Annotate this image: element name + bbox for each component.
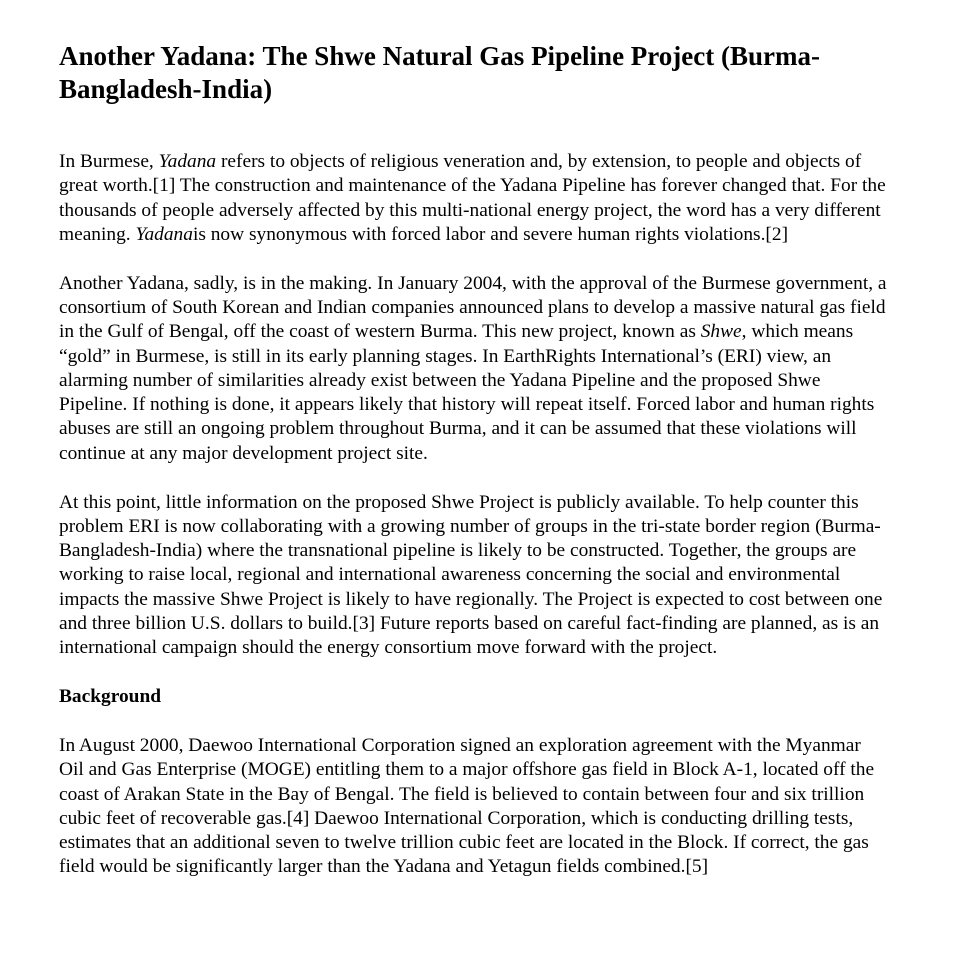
paragraph-text: Another Yadana, sadly, is in the making. In January 2004, with the approval of the Burmese government, a consortium of South Korean and Indian companies announced plans to develop a massive natural gas field in the Gulf of Bengal, off the coast of western Burma. This new project, known as <box>59 272 887 343</box>
document-title: Another Yadana: The Shwe Natural Gas Pipeline Project (Burma-Bangladesh-India) <box>59 41 820 104</box>
section-heading-background: Background <box>59 686 162 708</box>
document-page <box>59 40 889 904</box>
paragraph-another-yadana <box>59 272 889 466</box>
paragraph-text: refers to objects of religious veneration and, by extension, to people and objects of great worth.[1] The construction and maintenance of the Yadana Pipeline has forever changed that. For the thousands of people adversely affected by this multi-national energy project, the word has a very different meaning. <box>59 151 886 245</box>
paragraph-text: In Burmese, <box>59 151 159 172</box>
paragraph-shwe-information: At this point, little information on the proposed Shwe Project is publicly available. To help counter this problem ERI is now collaborating with a growing number of groups in the tri-state border region (Burma-Bangladesh-India) where the transnational pipeline is likely to be constructed. Together, the groups are working to raise local, regional and international awareness concerning the social and environmental impacts the massive Shwe Project is likely to have regionally. The Project is expected to cost between one and three billion U.S. dollars to build.[3] Future reports based on careful fact-finding are planned, as is an international campaign should the energy consortium move forward with the project. <box>59 491 883 659</box>
paragraph-text: , which means “gold” in Burmese, is still in its early planning stages. In EarthRights International’s (ERI) view, an alarming number of similarities already exist between the Yadana Pipeline and the proposed Shwe Pipeline. If nothing is done, it appears likely that history will repeat itself. Forced labor and human rights abuses are still an ongoing problem throughout Burma, and it can be assumed that these violations will continue at any major development project site. <box>59 321 875 464</box>
italic-term: Yadana <box>135 223 193 245</box>
italic-term: Yadana <box>158 151 217 172</box>
paragraph-background: In August 2000, Daewoo International Corporation signed an exploration agreement with the Myanmar Oil and Gas Enterprise (MOGE) entitling them to a major offshore gas field in Block A-1, located off the coast of Arakan State in the Bay of Bengal. The field is believed to contain between four and six trillion cubic feet of recoverable gas.[4] Daewoo International Corporation, which is conducting drilling tests, estimates that an additional seven to twelve trillion cubic feet are located in the Block. If correct, the gas field would be significantly larger than the Yadana and Yetagun fields combined.[5] <box>59 734 875 878</box>
paragraph-text: is now synonymous with forced labor and severe human rights violations.[2] <box>192 223 789 245</box>
paragraph-yadana-meaning <box>59 150 889 247</box>
italic-term: Shwe <box>700 321 742 343</box>
